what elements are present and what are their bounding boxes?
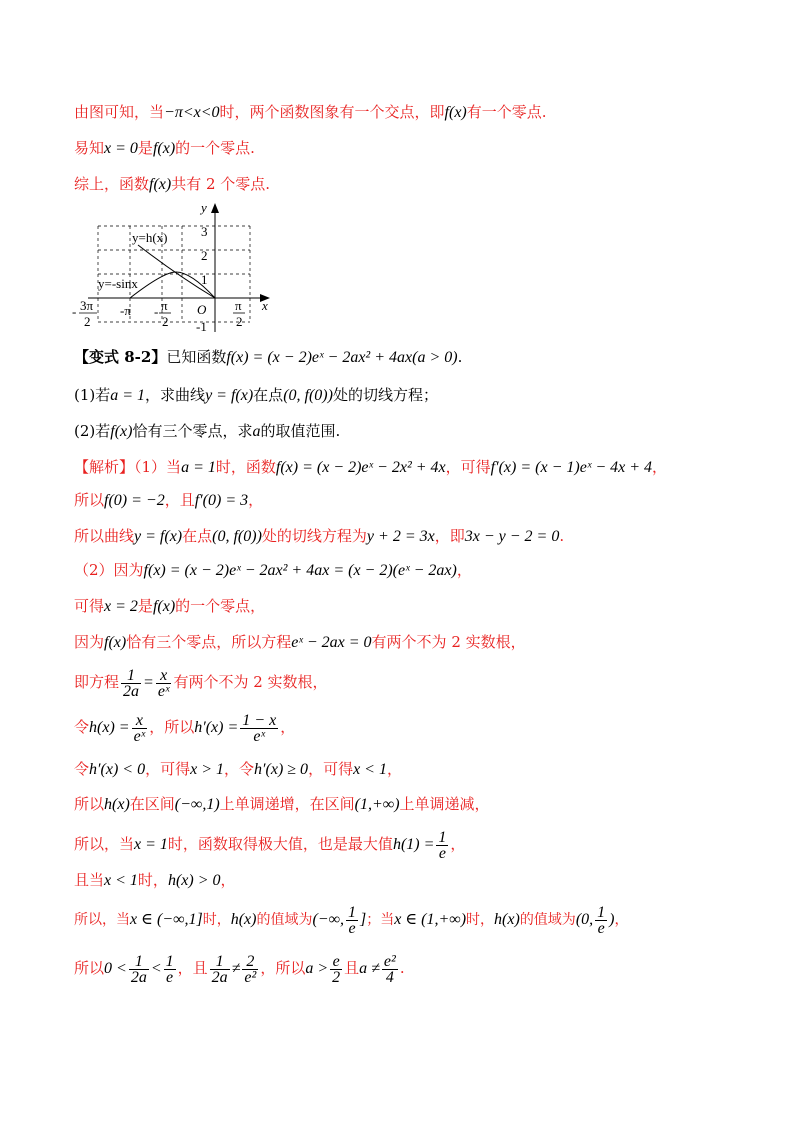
math-inline: (−∞,1) — [174, 796, 220, 813]
y-axis-label: y — [201, 200, 207, 215]
solution-line-13: 所以，当x ∈ (−∞,1]时，h(x)的值域为(−∞, $\frac{1}{e}$ ]；当x ∈ (1,+∞)时，h(x)的值域为(0, $\frac{1}{e}$ )， — [74, 903, 629, 937]
fraction: $\frac{2}{\text{e²}}$ — [244, 952, 257, 986]
solution-line-1: 【解析】（1）当a = 1时，函数f(x) = (x − 2)eˣ − 2x² + 4x，可得f′(x) = (x − 1)eˣ − 4x + 4， — [74, 458, 668, 476]
fraction: $\frac{e}{2}$ — [332, 952, 341, 986]
math-inline: eˣ − 2ax = 0 — [291, 634, 372, 651]
math-inline: f(x) — [152, 598, 176, 615]
math-inline: h′(x) < 0 — [89, 761, 146, 778]
y-tick-1: 1 — [201, 272, 208, 287]
math-inline: f(x) — [152, 140, 176, 157]
solution-line-10: 所以h(x)在区间(−∞,1)上单调递增，在区间(1,+∞)上单调递减， — [74, 795, 490, 813]
math-inline: h′(x) ≥ 0 — [254, 761, 309, 778]
fraction: $\frac{1 - x}{\text{eˣ}}$ — [242, 711, 277, 745]
math-inline: x ∈ (1,+∞) — [394, 911, 467, 928]
text-line-1: 由图可知，当−π<x<0时，两个函数图象有一个交点，即f(x)有一个零点. — [74, 103, 547, 121]
x-tick-neg-3pi-2-num: 3π — [80, 298, 94, 313]
fraction: $\frac{1}{e}$ — [348, 903, 356, 937]
fraction: $\frac{x}{\text{eˣ}}$ — [157, 666, 170, 700]
math-inline: h(x) — [104, 796, 130, 813]
y-tick-2: 2 — [201, 248, 208, 263]
fraction: $\frac{1}{e}$ — [165, 952, 174, 986]
solution-line-5: 可得x = 2是f(x)的一个零点， — [74, 597, 266, 615]
math-inline: f(x) — [104, 634, 127, 651]
math-inline: f(x) = (x − 2)eˣ − 2x² + 4x — [275, 459, 446, 476]
y-tick-neg1: -1 — [196, 319, 207, 334]
math-inline: x < 1 — [104, 872, 138, 889]
math-inline: f(x) — [110, 423, 133, 440]
x-axis-label: x — [262, 298, 268, 313]
math-inline: y = f(x) — [205, 387, 254, 404]
solution-line-14: 所以0 < $\frac{1}{2a}$ < $\frac{1}{e}$ ，且 $\frac{1}{2a}$ ≠ $\frac{2}{\text{e²}}$ ，所以a > $\frac{e}{2}$ 且a ≠ $\frac{\text{e²}}{4}$ . — [74, 952, 405, 986]
function-graph — [70, 200, 280, 340]
y-tick-3: 3 — [201, 224, 208, 239]
math-inline: h(x) — [494, 911, 520, 928]
math-inline: (0, f(0)) — [212, 528, 262, 545]
solution-line-9: 令h′(x) < 0，可得x > 1，令h′(x) ≥ 0，可得x < 1， — [74, 760, 402, 778]
math-inline: a = 1 — [110, 387, 146, 404]
math-inline: x = 1 — [134, 836, 168, 853]
question-tag: 【变式 8-2】 — [74, 348, 167, 366]
text-line-3: 综上，函数f(x)共有 2 个零点. — [74, 175, 271, 193]
math-inline: (0, f(0)) — [283, 387, 333, 404]
origin-label: O — [197, 302, 207, 317]
math-inline: h(x) — [230, 911, 257, 928]
fraction: $\frac{1}{2a}$ — [130, 952, 147, 986]
math-inline: h(x) = — [89, 719, 130, 736]
x-tick-neg-pi-2-sign: - — [154, 304, 159, 319]
math-inline: x = 0 — [104, 140, 138, 157]
solution-line-3: 所以曲线y = f(x)在点(0, f(0))处的切线方程为y + 2 = 3x，即3x − y − 2 = 0. — [74, 527, 565, 545]
math-inline: h(1) = — [392, 836, 435, 853]
x-tick-neg-3pi-2-den: 2 — [84, 314, 91, 329]
math-inline: x > 1 — [190, 761, 224, 778]
math-inline: f(x) = (x − 2)eˣ − 2ax² + 4ax = (x − 2)(eˣ − 2ax) — [143, 562, 457, 579]
math-inline: 3x − y − 2 = 0 — [464, 528, 560, 545]
math-inline: f(x) = (x − 2)eˣ − 2ax² + 4ax(a > 0) — [226, 349, 458, 366]
fraction: $\frac{1}{2a}$ — [211, 952, 228, 986]
solution-line-2: 所以f(0) = −2，且f′(0) = 3， — [74, 491, 264, 509]
math-inline: f(x) — [149, 176, 172, 193]
fraction: $\frac{x}{\text{eˣ}}$ — [133, 711, 146, 745]
math-inline: x = 2 — [104, 598, 138, 615]
math-inline: y = f(x) — [134, 528, 183, 545]
math-inline: a — [252, 423, 261, 440]
x-tick-neg-3pi-2-sign: - — [72, 304, 77, 319]
question-part-2: (2)若f(x)恰有三个零点，求a的取值范围. — [74, 422, 341, 440]
math-inline: x < 1 — [353, 761, 387, 778]
math-inline: f′(x) = (x − 1)eˣ − 4x + 4 — [490, 459, 653, 476]
fraction: $\frac{1}{e}$ — [597, 903, 606, 937]
solution-line-12: 且当x < 1时，h(x) > 0， — [74, 871, 236, 889]
y-axis-arrow — [211, 203, 219, 213]
x-tick-neg-pi-2-den: 2 — [162, 314, 169, 329]
math-inline: −π<x<0 — [164, 104, 220, 121]
x-tick-pi-2-den: 2 — [236, 314, 243, 329]
math-inline: y + 2 = 3x — [366, 528, 435, 545]
solution-line-11: 所以，当x = 1时，函数取得极大值，也是最大值h(1) = $\frac{1}{e}$ ， — [74, 828, 466, 862]
math-inline: (1,+∞) — [354, 796, 400, 813]
fraction: $\frac{\text{e²}}{4}$ — [383, 952, 396, 986]
solution-line-4: （2）因为f(x) = (x − 2)eˣ − 2ax² + 4ax = (x − 2)(eˣ − 2ax)， — [74, 561, 472, 579]
math-inline: f(0) = −2 — [104, 492, 165, 509]
text-line-2: 易知x = 0是f(x)的一个零点. — [74, 139, 255, 157]
solution-line-7: 即方程 $\frac{1}{2a}$ = $\frac{x}{\text{eˣ}}$ 有两个不为 2 实数根， — [74, 666, 328, 700]
fraction: $\frac{1}{e}$ — [438, 828, 447, 862]
fraction: $\frac{1}{2a}$ — [123, 666, 140, 700]
question-part-1: (1)若a = 1，求曲线y = f(x)在点(0, f(0))处的切线方程； — [74, 386, 438, 404]
math-inline: f(x) — [444, 104, 467, 121]
solution-line-6: 因为f(x)恰有三个零点，所以方程eˣ − 2ax = 0有两个不为 2 实数根， — [74, 633, 526, 651]
solution-line-8: 令h(x) = $\frac{x}{\text{eˣ}}$ ，所以h′(x) = $\frac{1 - x}{\text{eˣ}}$ ， — [74, 711, 296, 745]
curve-sin-label: y=-sinx — [98, 276, 138, 291]
x-tick-neg-pi: -π — [120, 303, 131, 318]
question-statement: 【变式 8-2】已知函数f(x) = (x − 2)eˣ − 2ax² + 4ax(a > 0). — [74, 348, 463, 366]
curve-h-label: y=h(x) — [132, 230, 168, 245]
math-inline: a = 1 — [181, 459, 216, 476]
math-inline: h′(x) = — [194, 719, 239, 736]
x-tick-pi-2-num: π — [235, 298, 242, 313]
solution-tag: 【解析】 — [74, 458, 135, 476]
math-inline: x ∈ (−∞,1] — [130, 911, 203, 928]
math-inline: f′(0) = 3 — [194, 492, 249, 509]
x-tick-neg-pi-2-num: π — [161, 298, 168, 313]
math-inline: h(x) > 0 — [167, 872, 221, 889]
